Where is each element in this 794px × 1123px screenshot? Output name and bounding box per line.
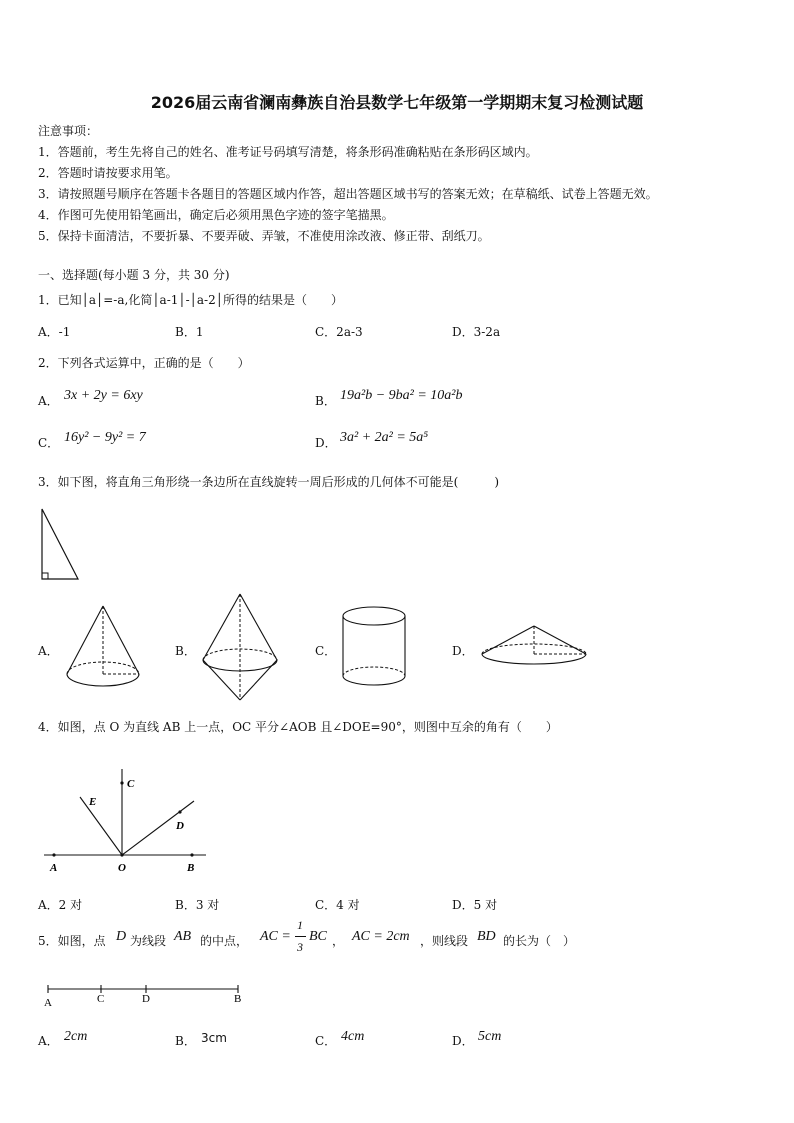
q2-option-c[interactable]: 16y² − 9y² = 7: [64, 430, 146, 445]
q5-option-a[interactable]: 2cm: [64, 1029, 88, 1044]
q4-option-b[interactable]: B．3 对: [175, 898, 220, 912]
q5-option-b[interactable]: 3cm: [201, 1031, 227, 1045]
q5-option-d-label[interactable]: D．: [452, 1034, 474, 1048]
q5-option-b-label[interactable]: B．: [175, 1034, 196, 1048]
notice-item-4: 4．作图可先使用铅笔画出，确定后必须用黑色字迹的签字笔描黑。: [38, 208, 394, 222]
section-heading: 一、选择题(每小题 3 分，共 30 分): [38, 268, 230, 282]
q5-var-bd: BD: [477, 929, 496, 944]
seg-label-d: D: [142, 993, 150, 1005]
q5-stem-end: 的长为（ ）: [503, 934, 576, 948]
q5-stem-pre: 5．如图，点: [38, 934, 106, 948]
notice-item-3: 3．请按照题号顺序在答题卡各题目的答题区域内作答，超出答题区域书写的答案无效；在草稿纸、试卷上答题无效。: [38, 187, 658, 201]
q2-option-c-label[interactable]: C．: [38, 436, 60, 450]
right-triangle-figure: [38, 505, 83, 585]
q2-stem: 2．下列各式运算中，正确的是（ ）: [38, 356, 250, 370]
q5-frac-bar: [295, 936, 306, 937]
q5-stem-mid3: ，则线段: [420, 934, 469, 948]
q5-option-c-label[interactable]: C．: [315, 1034, 337, 1048]
q2-option-a-label[interactable]: A．: [38, 394, 59, 408]
q4-option-a[interactable]: A．2 对: [38, 898, 83, 912]
q5-frac-num: 1: [297, 918, 303, 932]
q5-comma: ，: [332, 934, 345, 948]
q4-option-d[interactable]: D．5 对: [452, 898, 498, 912]
q3-option-a[interactable]: A．: [38, 644, 59, 658]
point-label-e: E: [89, 796, 97, 808]
q3-option-b[interactable]: B．: [175, 644, 196, 658]
seg-label-c: C: [97, 993, 105, 1005]
point-label-b: B: [187, 862, 195, 874]
double-cone-figure[interactable]: [198, 590, 284, 706]
q2-option-d[interactable]: 3a² + 2a² = 5a⁵: [340, 430, 429, 445]
seg-label-a: A: [44, 997, 52, 1009]
notice-item-1: 1．答题前，考生先将自己的姓名、准考证号码填写清楚，将条形码准确粘贴在条形码区域内。: [38, 145, 538, 159]
q5-frac-den: 3: [297, 940, 303, 954]
q5-eq1-right: BC: [309, 929, 327, 944]
seg-label-b: B: [234, 993, 242, 1005]
point-label-o: O: [118, 862, 126, 874]
cylinder-figure[interactable]: [338, 602, 410, 692]
q1-option-a[interactable]: A．-1: [38, 325, 71, 339]
q5-eq1-left: AC =: [260, 929, 291, 944]
q3-option-c[interactable]: C．: [315, 644, 337, 658]
q5-eq2: AC = 2cm: [352, 929, 410, 944]
q4-stem: 4．如图，点 O 为直线 AB 上一点，OC 平分∠AOB 且∠DOE=90°，则图中互余的角有（ ）: [38, 720, 558, 734]
q5-option-a-label[interactable]: A．: [38, 1034, 59, 1048]
q3-stem: 3．如下图，将直角三角形绕一条边所在直线旋转一周后形成的几何体不可能是( ): [38, 475, 500, 489]
page-title: 2026届云南省澜南彝族自治县数学七年级第一学期期末复习检测试题: [150, 93, 644, 112]
cone-figure[interactable]: [62, 600, 144, 692]
notice-item-2: 2．答题时请按要求用笔。: [38, 166, 178, 180]
q5-stem-mid1: 为线段: [130, 934, 167, 948]
point-label-c: C: [127, 778, 135, 790]
flat-cone-figure[interactable]: [478, 622, 590, 672]
q1-stem: 1．已知│a│=-a,化简│a-1│-│a-2│所得的结果是（ ）: [38, 293, 343, 307]
q2-option-b[interactable]: 19a²b − 9ba² = 10a²b: [340, 388, 463, 403]
q5-option-c[interactable]: 4cm: [341, 1029, 365, 1044]
q2-option-a[interactable]: 3x + 2y = 6xy: [64, 388, 143, 403]
point-label-d: D: [176, 820, 184, 832]
segment-figure: [42, 980, 248, 1010]
q2-option-d-label[interactable]: D．: [315, 436, 337, 450]
angle-figure: [40, 765, 215, 877]
q2-option-b-label[interactable]: B．: [315, 394, 336, 408]
q3-option-d[interactable]: D．: [452, 644, 474, 658]
notice-heading: 注意事项：: [38, 124, 99, 138]
q5-var-ab: AB: [174, 929, 192, 944]
q1-option-d[interactable]: D．3-2a: [452, 325, 501, 339]
q5-option-d[interactable]: 5cm: [478, 1029, 502, 1044]
q5-stem-mid2: 的中点，: [200, 934, 249, 948]
q5-var-d: D: [116, 929, 127, 944]
point-label-a: A: [50, 862, 58, 874]
q1-option-c[interactable]: C．2a-3: [315, 325, 363, 339]
notice-item-5: 5．保持卡面清洁，不要折暴、不要弄破、弄皱，不准使用涂改液、修正带、刮纸刀。: [38, 229, 490, 243]
q1-option-b[interactable]: B．1: [175, 325, 204, 339]
q4-option-c[interactable]: C．4 对: [315, 898, 360, 912]
